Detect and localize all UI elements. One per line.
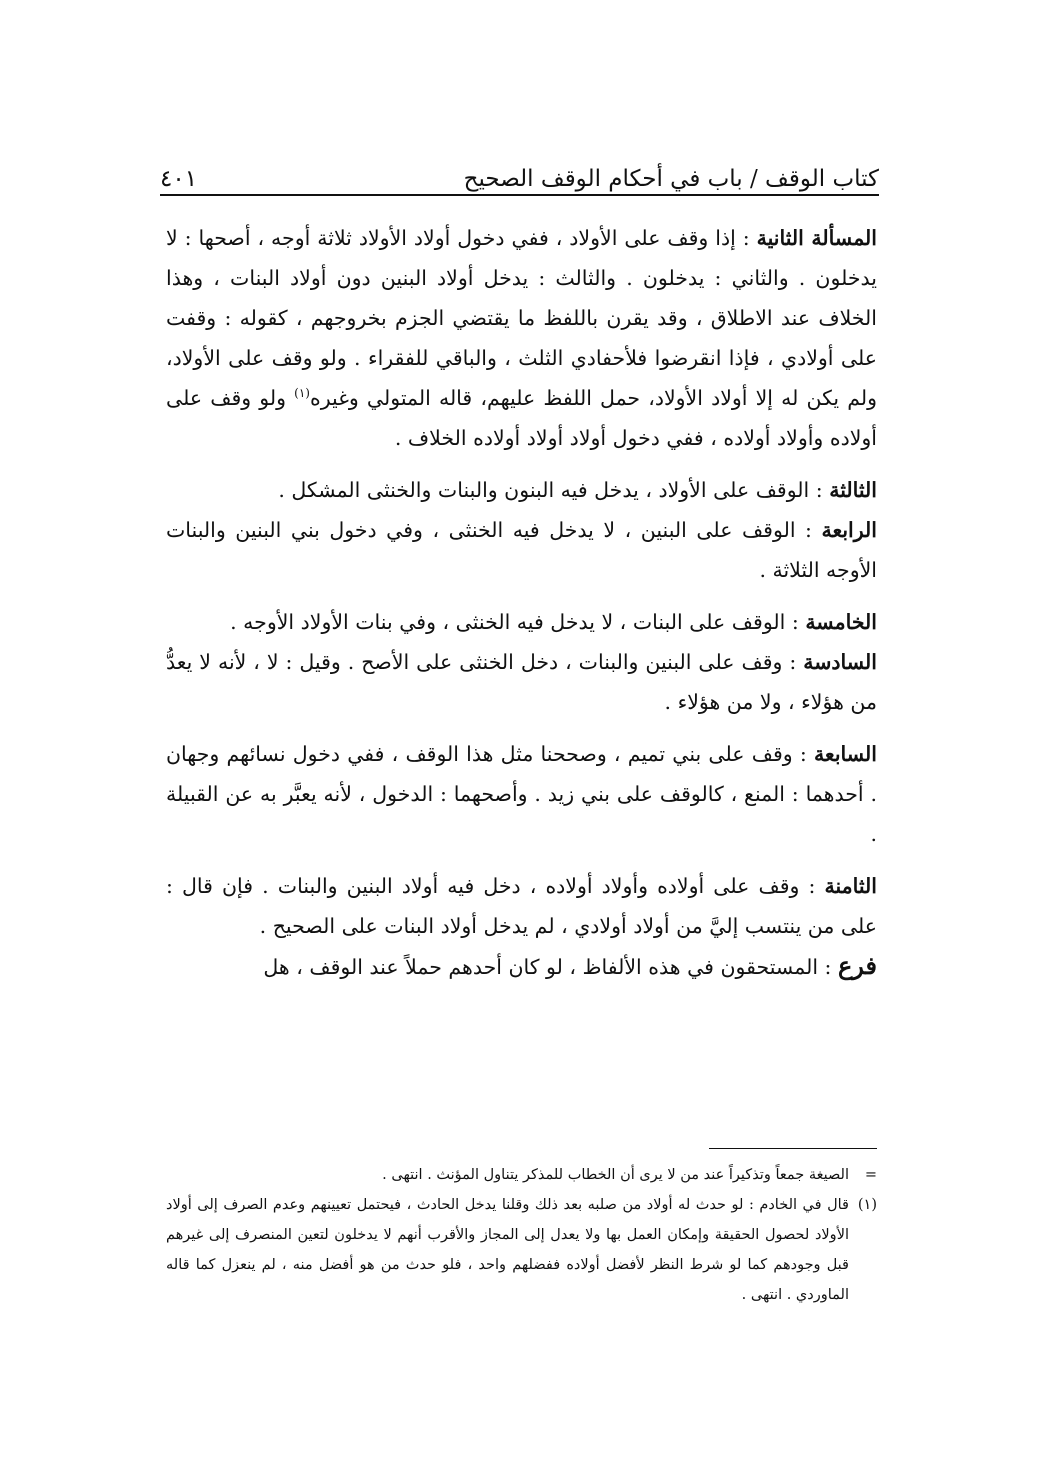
paragraph-third-issue xyxy=(166,470,877,510)
paragraph-fifth-issue xyxy=(166,602,877,642)
paragraph-text: : الوقف على البنين ، لا يدخل فيه الخنثى ، وفي دخول بني البنين والبنات الأوجه الثلاثة . xyxy=(166,518,877,582)
paragraph-sixth-issue xyxy=(166,642,877,722)
footnote-mark: = xyxy=(864,1167,877,1183)
paragraph-text: : الوقف على البنات ، لا يدخل فيه الخنثى ، وفي بنات الأولاد الأوجه . xyxy=(230,610,806,634)
paragraph-text: : المستحقون في هذه الألفاظ ، لو كان أحدهم حملاً عند الوقف ، هل xyxy=(263,955,838,979)
issue-term: المسألة الثانية xyxy=(756,226,878,250)
main-text xyxy=(166,218,877,987)
paragraph-text-continued: ولو وقف على أولاده وأولاد أولاده ، ففي دخول أولاد أولاد أولاده الخلاف . xyxy=(166,386,877,450)
issue-term: السابعة xyxy=(813,742,877,766)
paragraph-seventh-issue xyxy=(166,734,877,854)
paragraph-text: : الوقف على الأولاد ، يدخل فيه البنون والبنات والخنثى المشكل . xyxy=(278,478,830,502)
paragraph-branch xyxy=(166,946,877,987)
branch-term: فرع xyxy=(837,951,877,980)
header-title: كتاب الوقف / باب في أحكام الوقف الصحيح xyxy=(463,166,879,192)
footnote-mark: (١) xyxy=(857,1197,877,1213)
issue-term: الخامسة xyxy=(805,610,877,634)
paragraph-text: : إذا وقف على الأولاد ، ففي دخول أولاد الأولاد ثلاثة أوجه ، أصحها : لا يدخلون . والثاني : يدخلون . والثالث : يدخل أولاد البنين دون أولاد البنات ، وهذا الخلاف عند الاطلاق ، وقد يقرن باللفظ ما يقتضي الجزم بخروجهم ، كقوله : وقفت على أولادي ، فإذا انقرضوا فلأحفادي الثلث ، والباقي للفقراء . ولو وقف على الأولاد، ولم يكن له إلا أولاد الأولاد، حمل اللفظ عليهم، قاله المتولي وغيره xyxy=(166,226,877,410)
paragraph-second-issue xyxy=(166,218,877,458)
footnote-text: الصيغة جمعاً وتذكيراً عند من لا يرى أن الخطاب للمذكر يتناول المؤنث . انتهى . xyxy=(382,1167,849,1183)
running-header xyxy=(160,150,879,192)
issue-term: السادسة xyxy=(803,650,877,674)
paragraph-text: : وقف على البنين والبنات ، دخل الخنثى على الأصح . وقيل : لا ، لأنه لا يعدُّ من هؤلاء ، ولا من هؤلاء . xyxy=(166,650,877,714)
paragraph-eighth-issue xyxy=(166,866,877,946)
footnote-ref: (١) xyxy=(294,386,310,401)
footnotes xyxy=(166,1160,877,1310)
header-rule xyxy=(160,194,879,196)
page-number: ٤٠١ xyxy=(160,166,198,192)
footnote-text: قال في الخادم : لو حدث له أولاد من صلبه بعد ذلك وقلنا يدخل الحادث ، فيحتمل تعيينهم وعدم الصرف إلى أولاد الأولاد لحصول الحقيقة وإمكان العمل بها ولا يعدل إلى المجاز والأقرب أنهم لا يدخلون لتعين المنصرف إلى غيرهم قبل وجودهم كما لو شرط النظر لأفضل أولاده ففضلهم واحد ، فلو حدث من هو أفضل منه ، لم ينعزل كما قاله الماوردي . انتهى . xyxy=(166,1197,849,1303)
paragraph-fourth-issue xyxy=(166,510,877,590)
issue-term: الرابعة xyxy=(821,518,877,542)
paragraph-text: : وقف على أولاده وأولاد أولاده ، دخل فيه أولاد البنين والبنات . فإن قال : على من ينتسب إليَّ من أولاد أولادي ، لم يدخل أولاد البنات على الصحيح . xyxy=(166,874,877,938)
issue-term: الثالثة xyxy=(829,478,877,502)
paragraph-text: : وقف على بني تميم ، وصححنا مثل هذا الوقف ، ففي دخول نسائهم وجهان . أحدهما : المنع ، كالوقف على بني زيد . وأصحهما : الدخول ، لأنه يعبَّر به عن القبيلة . xyxy=(166,742,877,846)
footnote-rule xyxy=(709,1148,877,1149)
footnote-1 xyxy=(166,1190,877,1310)
footnote-continuation xyxy=(166,1160,877,1190)
issue-term: الثامنة xyxy=(824,874,877,898)
